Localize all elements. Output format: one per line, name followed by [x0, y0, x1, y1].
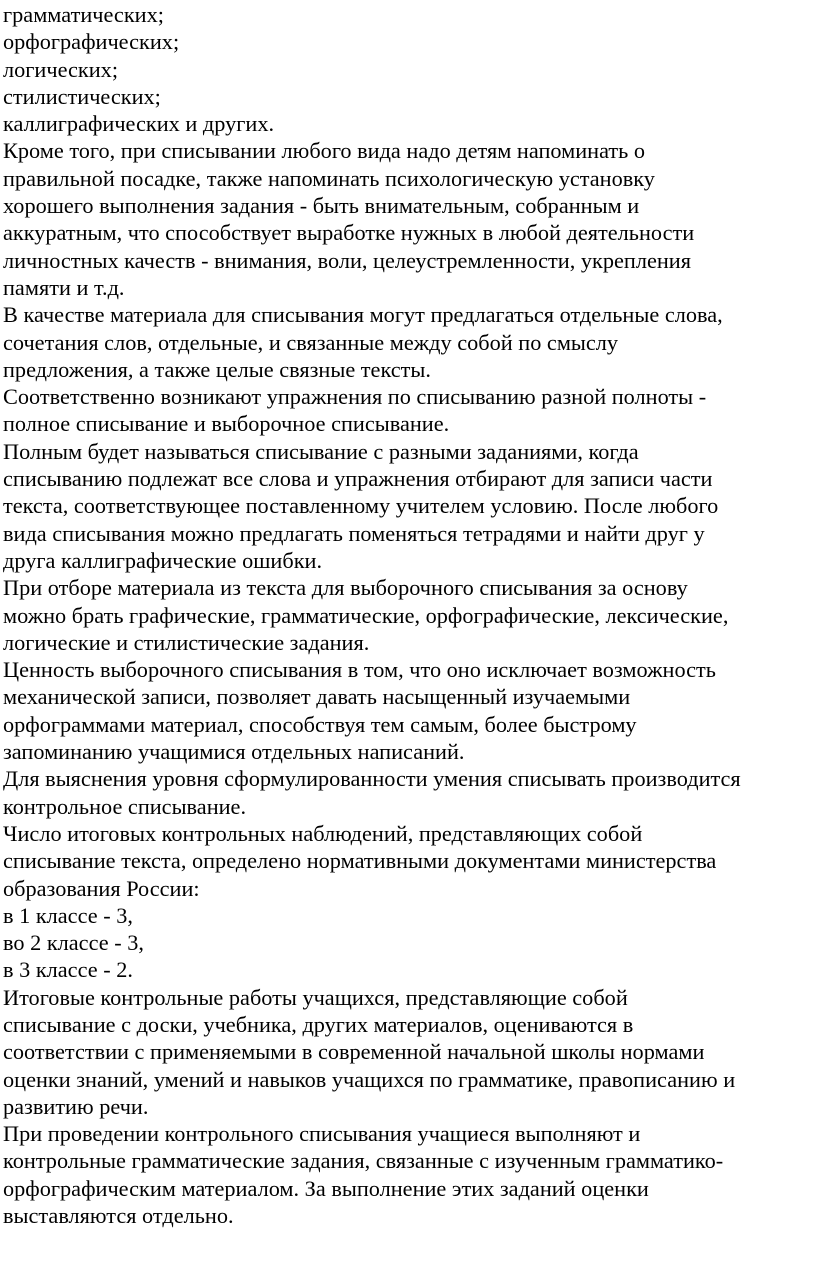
text-line: логических; [3, 56, 119, 82]
text-line: Для выяснения уровня сформулированности умения списывать производится [3, 766, 741, 792]
text-line: правильной посадке, также напоминать психологическую установку [3, 165, 655, 191]
text-line: текста, соответствующее поставленному учителем условию. После любого [3, 493, 719, 519]
text-line: запоминанию учащимися отдельных написаний. [3, 739, 465, 765]
text-line: орфограммами материал, способствуя тем самым, более быстрому [3, 711, 637, 737]
text-line: Итоговые контрольные работы учащихся, представляющие собой [3, 984, 628, 1010]
text-line: логические и стилистические задания. [3, 629, 370, 655]
text-line: развитию речи. [3, 1093, 149, 1119]
document-body [3, 1, 812, 1229]
text-line: орфографическим материалом. За выполнение этих заданий оценки [3, 1175, 649, 1201]
text-line: выставляются отдельно. [3, 1203, 234, 1229]
text-line: орфографических; [3, 29, 180, 55]
text-line: хорошего выполнения задания - быть внимательным, собранным и [3, 193, 640, 219]
text-line: В качестве материала для списывания могут предлагаться отдельные слова, [3, 302, 723, 328]
text-line: аккуратным, что способствует выработке нужных в любой деятельности [3, 220, 695, 246]
text-line: можно брать графические, грамматические, орфографические, лексические, [3, 602, 729, 628]
text-line: соответствии с применяемыми в современной начальной школы нормами [3, 1039, 705, 1065]
text-line: контрольные грамматические задания, связанные с изученным грамматико- [3, 1148, 724, 1174]
text-line: памяти и т.д. [3, 274, 125, 300]
text-line: сочетания слов, отдельные, и связанные между собой по смыслу [3, 329, 619, 355]
text-line: грамматических; [3, 2, 164, 27]
text-line: Число итоговых контрольных наблюдений, представляющих собой [3, 820, 643, 846]
text-line: механической записи, позволяет давать насыщенный изучаемыми [3, 684, 631, 710]
text-line: личностных качеств - внимания, воли, целеустремленности, укрепления [3, 247, 691, 273]
text-line: оценки знаний, умений и навыков учащихся по грамматике, правописанию и [3, 1066, 736, 1092]
text-line: списыванию подлежат все слова и упражнения отбирают для записи части [3, 466, 713, 492]
text-line: в 3 классе - 2. [3, 957, 133, 983]
text-line: Полным будет называться списывание с разными заданиями, когда [3, 438, 639, 464]
text-line: списывание текста, определено нормативными документами министерства [3, 848, 717, 874]
text-line: стилистических; [3, 83, 161, 109]
text-line: Кроме того, при списывании любого вида надо детям напоминать о [3, 138, 646, 164]
text-line: предложения, а также целые связные тексты. [3, 356, 431, 382]
text-line: полное списывание и выборочное списывание. [3, 411, 450, 437]
text-line: контрольное списывание. [3, 793, 247, 819]
text-line: во 2 классе - 3, [3, 930, 144, 956]
text-line: При проведении контрольного списывания учащиеся выполняют и [3, 1121, 641, 1147]
text-line: Ценность выборочного списывания в том, что оно исключает возможность [3, 657, 716, 683]
text-line: друга каллиграфические ошибки. [3, 547, 323, 573]
text-line: Соответственно возникают упражнения по списыванию разной полноты - [3, 384, 707, 410]
text-line: При отборе материала из текста для выборочного списывания за основу [3, 575, 688, 601]
text-line: каллиграфических и других. [3, 111, 275, 137]
text-line: образования России: [3, 875, 200, 901]
text-line: в 1 классе - 3, [3, 902, 133, 928]
text-line: списывание с доски, учебника, других материалов, оцениваются в [3, 1011, 634, 1037]
text-line: вида списывания можно предлагать поменяться тетрадями и найти друг у [3, 520, 705, 546]
